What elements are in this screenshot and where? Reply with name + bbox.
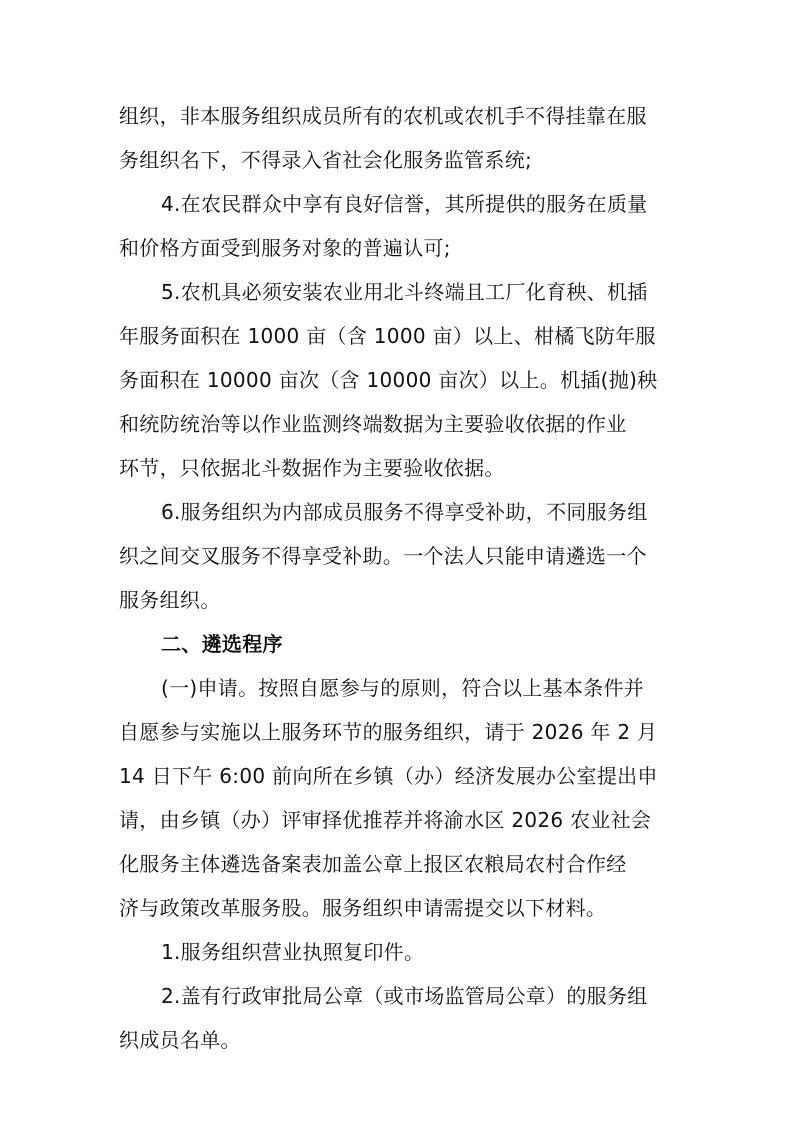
paragraph-line: 服务组织。 (119, 588, 221, 612)
paragraph-line: 自愿参与实施以上服务环节的服务组织，请于 2026 年 2 月 (119, 720, 658, 744)
paragraph-line: 务面积在 10000 亩次（含 10000 亩次）以上。机插(抛)秧 (119, 368, 658, 392)
section-heading: 二、遴选程序 (161, 632, 283, 656)
paragraph-line: 6.服务组织为内部成员服务不得享受补助，不同服务组 (161, 500, 648, 524)
paragraph-line: 务组织名下，不得录入省社会化服务监管系统; (119, 148, 533, 172)
document-body (119, 94, 679, 1062)
paragraph-line: 织之间交叉服务不得享受补助。一个法人只能申请遴选一个 (119, 544, 647, 568)
paragraph-line: 和统防统治等以作业监测终端数据为主要验收依据的作业 (119, 412, 627, 436)
paragraph-line: 请，由乡镇（办）评审择优推荐并将渝水区 2026 农业社会 (119, 808, 652, 832)
paragraph-line: 5.农机具必须安装农业用北斗终端且工厂化育秧、机插 (161, 280, 648, 304)
paragraph-line: 4.在农民群众中享有良好信誉，其所提供的服务在质量 (161, 192, 648, 216)
paragraph-line: 2.盖有行政审批局公章（或市场监管局公章）的服务组 (161, 984, 648, 1008)
paragraph-line: 化服务主体遴选备案表加盖公章上报区农粮局农村合作经 (119, 852, 627, 876)
paragraph-line: 济与政策改革服务股。服务组织申请需提交以下材料。 (119, 896, 607, 920)
paragraph-line: 1.服务组织营业执照复印件。 (161, 940, 425, 964)
paragraph-line: 和价格方面受到服务对象的普遍认可; (119, 236, 451, 260)
paragraph-line: 组织，非本服务组织成员所有的农机或农机手不得挂靠在服 (119, 104, 647, 128)
paragraph-line: (一)申请。按照自愿参与的原则，符合以上基本条件并 (161, 676, 645, 700)
paragraph-line: 环节，只依据北斗数据作为主要验收依据。 (119, 456, 505, 480)
paragraph-line: 织成员名单。 (119, 1028, 241, 1052)
paragraph-line: 年服务面积在 1000 亩（含 1000 亩）以上、柑橘飞防年服 (119, 324, 656, 348)
paragraph-line: 14 日下午 6:00 前向所在乡镇（办）经济发展办公室提出申 (119, 764, 658, 788)
